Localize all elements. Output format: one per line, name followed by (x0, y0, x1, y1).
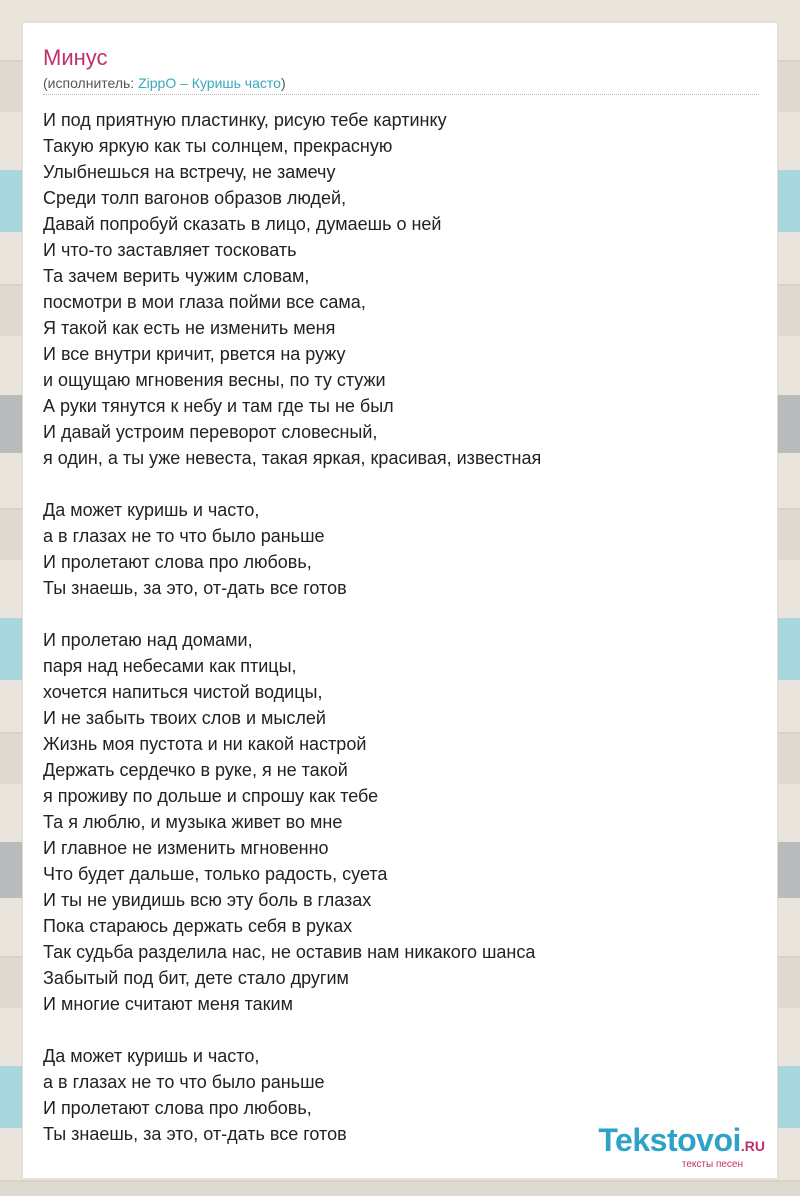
stanza-chorus-1 (43, 497, 763, 601)
lyrics-card (22, 22, 778, 1179)
lyric-line: И главное не изменить мгновенно (43, 838, 329, 858)
performer-line (43, 75, 286, 91)
site-logo[interactable] (598, 1123, 765, 1170)
lyric-line: Жизнь моя пустота и ни какой настрой (43, 734, 367, 754)
lyric-line: паря над небесами как птицы, (43, 656, 297, 676)
performer-prefix: (исполнитель: (43, 75, 139, 91)
lyric-line: И пролетают слова про любовь, (43, 1098, 312, 1118)
lyric-line: И давай устроим переворот словесный, (43, 422, 378, 442)
lyrics-text (43, 107, 763, 1147)
logo-tagline: тексты песен (681, 1159, 743, 1170)
lyric-line: И что-то заставляет тосковать (43, 240, 297, 260)
lyric-line: Среди толп вагонов образов людей, (43, 188, 347, 208)
logo-name: Tekstovoi (598, 1122, 741, 1158)
lyric-line: И пролетаю над домами, (43, 630, 253, 650)
lyric-line: И многие считают меня таким (43, 994, 293, 1014)
stanza-gap (43, 601, 763, 627)
title-divider (43, 94, 759, 95)
lyric-line: Я такой как есть не изменить меня (43, 318, 336, 338)
lyric-line: А руки тянутся к небу и там где ты не был (43, 396, 394, 416)
lyric-line: Пока стараюсь держать себя в руках (43, 916, 353, 936)
lyric-line: И под приятную пластинку, рисую тебе картинку (43, 110, 447, 130)
stanza-gap (43, 1017, 763, 1043)
lyric-line: а в глазах не то что было раньше (43, 1072, 325, 1092)
lyric-line: Да может куришь и часто, (43, 500, 260, 520)
song-title: Минус (43, 45, 108, 70)
stanza-gap (43, 471, 763, 497)
lyric-line: Ты знаешь, за это, от-дать все готов (43, 1124, 347, 1144)
lyric-line: Так судьба разделила нас, не оставив нам никакого шанса (43, 942, 536, 962)
lyric-line: я один, а ты уже невеста, такая яркая, красивая, известная (43, 448, 542, 468)
lyric-line: Та я люблю, и музыка живет во мне (43, 812, 343, 832)
logo-wordmark (598, 1123, 765, 1163)
lyric-line: посмотри в мои глаза пойми все сама, (43, 292, 366, 312)
lyric-line: я проживу по дольше и спрошу как тебе (43, 786, 379, 806)
lyric-line: И ты не увидишь всю эту боль в глазах (43, 890, 372, 910)
lyric-line: Та зачем верить чужим словам, (43, 266, 310, 286)
lyric-line: И пролетают слова про любовь, (43, 552, 312, 572)
lyric-line: а в глазах не то что было раньше (43, 526, 325, 546)
stanza-verse-1 (43, 107, 763, 471)
lyric-line: Да может куришь и часто, (43, 1046, 260, 1066)
lyric-line: и ощущаю мгновения весны, по ту стужи (43, 370, 386, 390)
lyric-line: Забытый под бит, дете стало другим (43, 968, 349, 988)
lyric-line: И все внутри кричит, рвется на ружу (43, 344, 346, 364)
lyric-line: Давай попробуй сказать в лицо, думаешь о ней (43, 214, 442, 234)
performer-link[interactable]: ZippO – Куришь часто (138, 75, 281, 91)
lyric-line: Что будет дальше, только радость, суета (43, 864, 388, 884)
lyric-line: Держать сердечко в руке, я не такой (43, 760, 348, 780)
lyric-line: Такую яркую как ты солнцем, прекрасную (43, 136, 393, 156)
lyric-line: хочется напиться чистой водицы, (43, 682, 323, 702)
lyric-line: Улыбнешься на встречу, не замечу (43, 162, 336, 182)
performer-suffix: ) (280, 75, 286, 91)
stanza-verse-2 (43, 627, 763, 1017)
logo-domain: .RU (740, 1138, 765, 1154)
lyric-line: И не забыть твоих слов и мыслей (43, 708, 326, 728)
lyric-line: Ты знаешь, за это, от-дать все готов (43, 578, 347, 598)
